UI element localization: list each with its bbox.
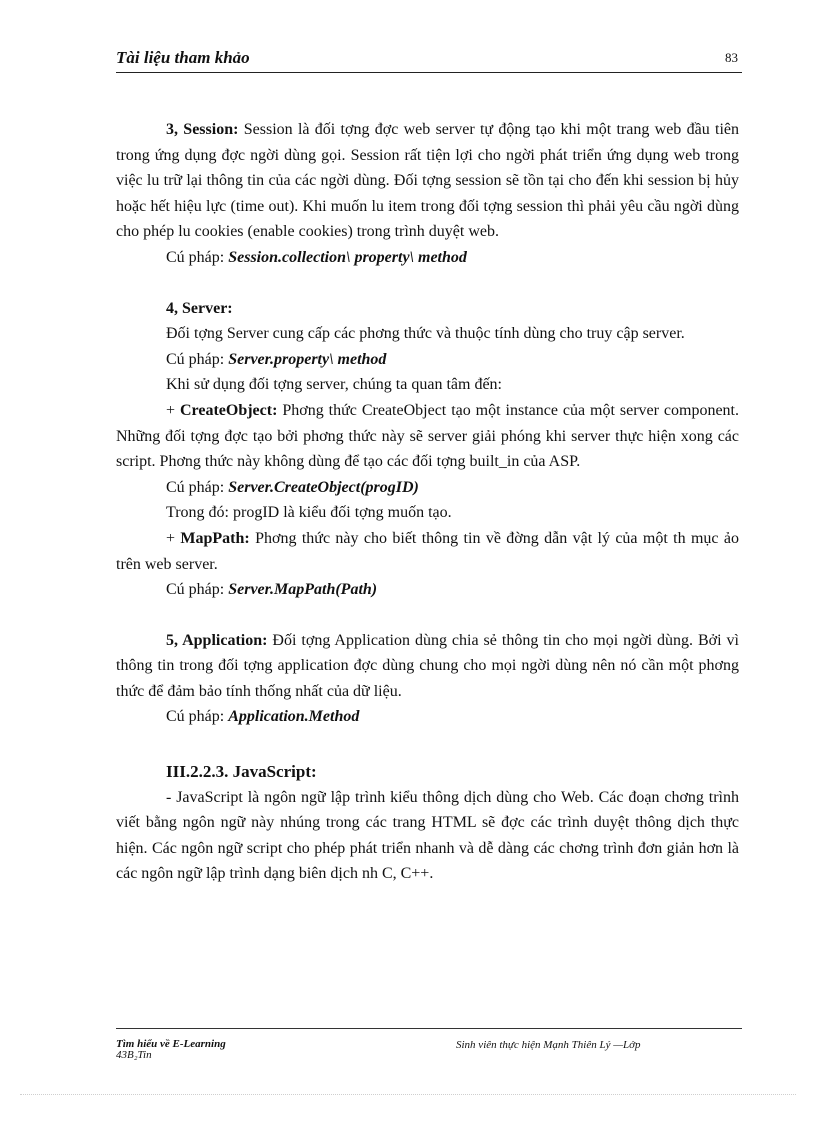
createobject-syntax: Server.CreateObject(progID) — [228, 478, 419, 496]
application-syntax-line — [116, 704, 739, 730]
footer-right: Sinh viên thực hiện Mạnh Thiên Lý —Lớp — [456, 1039, 641, 1051]
application-paragraph — [116, 628, 739, 705]
header-title: Tài liệu tham khảo — [116, 48, 250, 67]
session-paragraph — [116, 117, 739, 245]
createobject-paragraph — [116, 398, 739, 475]
server-title: 4, Server: — [166, 299, 233, 317]
page-body — [116, 117, 739, 887]
footer-left-sub: 43B₂Tin — [116, 1049, 152, 1061]
session-syntax-label: Cú pháp: — [166, 248, 229, 266]
footer-left-title: Tìm hiểu về E-Learning — [116, 1038, 226, 1050]
javascript-heading: III.2.2.3. JavaScript: — [166, 762, 317, 782]
page-header — [116, 46, 742, 73]
createobject-syntax-line — [116, 475, 739, 501]
session-syntax-line — [116, 245, 739, 271]
session-title: 3, Session: — [166, 121, 239, 138]
server-text: Đối tợng Server cung cấp các phơng thức và thuộc tính dùng cho truy cập server. — [166, 325, 685, 343]
session-text: Session là đối tợng đợc web server tự động tạo khi một trang web đầu tiên trong ứng dụng đợc ngời dùng gọi. Session rất tiện lợi cho ngời phát triển ứng dụng web trong việc lu trữ lại thông tin của các ngời dùng. Đối tợng session sẽ tồn tại cho đến khi session bị hủy hoặc hết hiệu lực (time out). Khi muốn lu item trong đối tợng session thì phải yêu cầu ngời dùng cho phép lu cookies (enable cookies) trong trình duyệt web. — [116, 121, 740, 241]
server-syntax: Server.property\ method — [228, 350, 387, 368]
page-number: 83 — [725, 50, 738, 65]
application-syntax: Application.Method — [228, 708, 360, 726]
application-syntax-label: Cú pháp: — [166, 708, 229, 726]
server-intro: Khi sử dụng đối tợng server, chúng ta quan tâm đến: — [166, 376, 502, 394]
createobject-note: Trong đó: progID là kiểu đối tợng muốn tạo. — [166, 504, 452, 522]
page-edge-divider — [20, 1094, 796, 1095]
server-syntax-line — [116, 347, 739, 373]
createobject-title: CreateObject: — [179, 401, 278, 419]
application-title: 5, Application: — [166, 631, 268, 649]
createobject-text: Phơng thức CreateObject tạo một instance của một server component. Những đối tợng đợc tạo bởi phơng thức này sẽ server giải phóng khi server thực hiện xong các script. Phơng thức này không dùng để tạo các đối tợng built_in của ASP. — [116, 401, 740, 471]
page-footer — [116, 1028, 742, 1061]
mappath-paragraph — [116, 526, 739, 577]
javascript-text: - JavaScript là ngôn ngữ lập trình kiểu thông dịch dùng cho Web. Các đoạn chơng trình viết bằng ngôn ngữ này nhúng trong các trang HTML sẽ đợc các trình duyệt thông dịch thực hiện. Các ngôn ngữ script cho phép phát triển nhanh và dễ dàng các chơng trình đơn giản hơn là các ngôn ngữ lập trình dạng biên dịch nh C, C++. — [116, 788, 739, 883]
createobject-prefix: + — [166, 401, 180, 419]
mappath-syntax: Server.MapPath(Path) — [228, 581, 378, 599]
session-syntax: Session.collection\ property\ method — [228, 248, 467, 266]
mappath-title: MapPath: — [180, 529, 250, 547]
mappath-syntax-line — [116, 577, 739, 603]
application-text: Đối tợng Application dùng chia sẻ thông tin cho mọi ngời dùng. Bởi vì thông tin trong đối tợng application đợc dùng chung cho mọi ngời dùng nên nó cần một phơng thức để đảm bảo tính thống nhất của dữ liệu. — [116, 631, 740, 700]
mappath-syntax-label: Cú pháp: — [166, 581, 229, 599]
footer-left — [116, 1039, 226, 1061]
mappath-prefix: + — [166, 529, 181, 547]
mappath-text: Phơng thức này cho biết thông tin về đờng dẫn vật lý của một th mục ảo trên web server. — [116, 529, 740, 573]
createobject-syntax-label: Cú pháp: — [166, 478, 229, 496]
server-syntax-label: Cú pháp: — [166, 350, 229, 368]
